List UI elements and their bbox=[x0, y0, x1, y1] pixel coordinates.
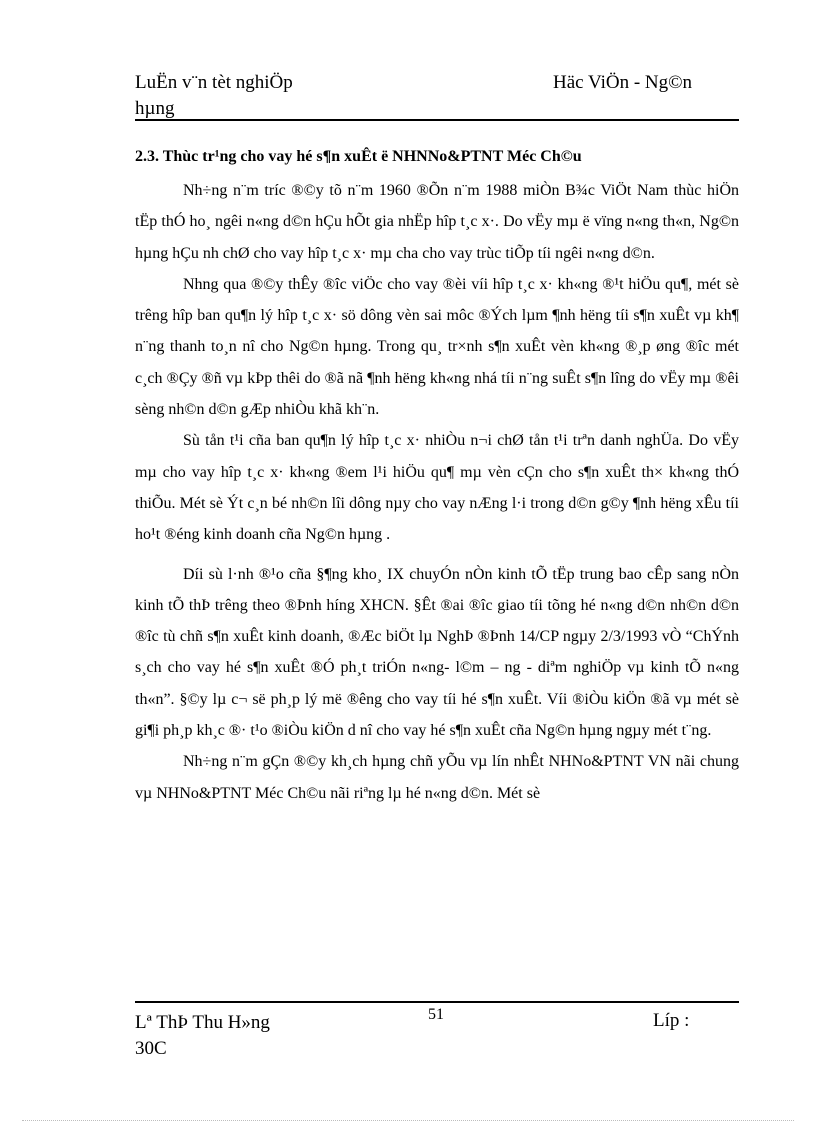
footer-rule bbox=[135, 1001, 739, 1003]
page-body bbox=[135, 144, 739, 809]
header-institution: Häc ViÖn - Ng©n bbox=[553, 72, 693, 93]
footer-author bbox=[135, 1010, 270, 1062]
page-edge-divider bbox=[22, 1120, 794, 1121]
paragraph: Nh÷ng n¨m gÇn ®©y kh¸ch hµng chñ yÕu vµ lín nhÊt NHNo&PTNT VN nãi chung vµ NHNo&PTNT Méc Ch©u nãi riªng lµ hé n«ng d©n. Mét sè bbox=[135, 753, 739, 802]
header-title-line2: hµng bbox=[135, 98, 175, 119]
header-rule bbox=[135, 119, 739, 121]
header-title bbox=[135, 70, 293, 122]
footer-author-class: 30C bbox=[135, 1038, 167, 1059]
page-number: 51 bbox=[428, 1006, 444, 1023]
footer-class-label: Líp : bbox=[653, 1010, 690, 1031]
paragraph: Nhng qua ®©y thÊy ®îc viÖc cho vay ®èi víi hîp t¸c x· kh«ng ®¹t hiÖu qu¶, mét sè trêng hîp ban qu¶n lý hîp t¸c x· sö dông vèn sai môc ®Ých lµm ¶nh hëng tíi s¶n xuÊt vµ kh¶ n¨ng thanh to¸n nî cho Ng©n hµng. Trong qu¸ tr×nh s¶n xuÊt vèn kh«ng ®¸p øng ®îc mét c¸ch ®Çy ®ñ vµ kÞp thêi do ®ã nã ¶nh hëng kh«ng nhá tíi n¨ng suÊt s¶n lîng do vËy mµ ®êi sèng nh©n d©n gÆp nhiÒu khã kh¨n. bbox=[135, 275, 739, 419]
paragraph: Sù tån t¹i cña ban qu¶n lý hîp t¸c x· nhiÒu n¬i chØ tån t¹i trªn danh nghÜa. Do vËy mµ cho vay hîp t¸c x· kh«ng ®em l¹i hiÖu qu¶ mµ vèn cÇn cho s¶n xuÊt th× kh«ng thÓ thiÕu. Mét sè Ýt c¸n bé nh©n lîi dông nµy cho vay nÆng l·i trong d©n g©y ¶nh hëng xÊu tíi ho¹t ®éng kinh doanh cña Ng©n hµng . bbox=[135, 432, 739, 544]
paragraph: Díi sù l·nh ®¹o cña §¶ng kho¸ IX chuyÓn nÒn kinh tÕ tËp trung bao cÊp sang nÒn kinh tÕ thÞ trêng theo ®Þnh híng XHCN. §Êt ®ai ®îc giao tíi tõng hé n«ng d©n nh©n d©n ®îc tù chñ s¶n xuÊt kinh doanh, ®Æc biÖt lµ NghÞ ®Þnh 14/CP ngµy 2/3/1993 vÒ “ChÝnh s¸ch cho vay hé s¶n xuÊt ®Ó ph¸t triÓn n«ng- l©m – ng - diªm nghiÖp vµ kinh tÕ n«ng th«n”. §©y lµ c¬ së ph¸p lý më ®êng cho vay tíi hé s¶n xuÊt. Víi ®iÒu kiÖn ®ã vµ mét sè gi¶i ph¸p kh¸c ®· t¹o ®iÒu kiÖn d nî cho vay hé s¶n xuÊt cña Ng©n hµng ngµy mét t¨ng. bbox=[135, 565, 739, 740]
header-title-line1: LuËn v¨n tèt nghiÖp bbox=[135, 72, 293, 93]
section-heading: 2.3. Thùc tr¹ng cho vay hé s¶n xuÊt ë NHNNo&PTNT Méc Ch©u bbox=[135, 148, 582, 165]
footer-author-name: Lª ThÞ Thu H»ng bbox=[135, 1012, 270, 1033]
paragraph: Nh÷ng n¨m tríc ®©y tõ n¨m 1960 ®Õn n¨m 1988 miÒn B¾c ViÖt Nam thùc hiÖn tËp thÓ ho¸ ngêi n«ng d©n hÇu hÕt gia nhËp hîp t¸c x·. Do vËy mµ ë vïng n«ng th«n, Ng©n hµng hÇu nh chØ cho vay hîp t¸c x· mµ cha cho vay trùc tiÕp tíi ngêi n«ng d©n. bbox=[135, 182, 739, 262]
